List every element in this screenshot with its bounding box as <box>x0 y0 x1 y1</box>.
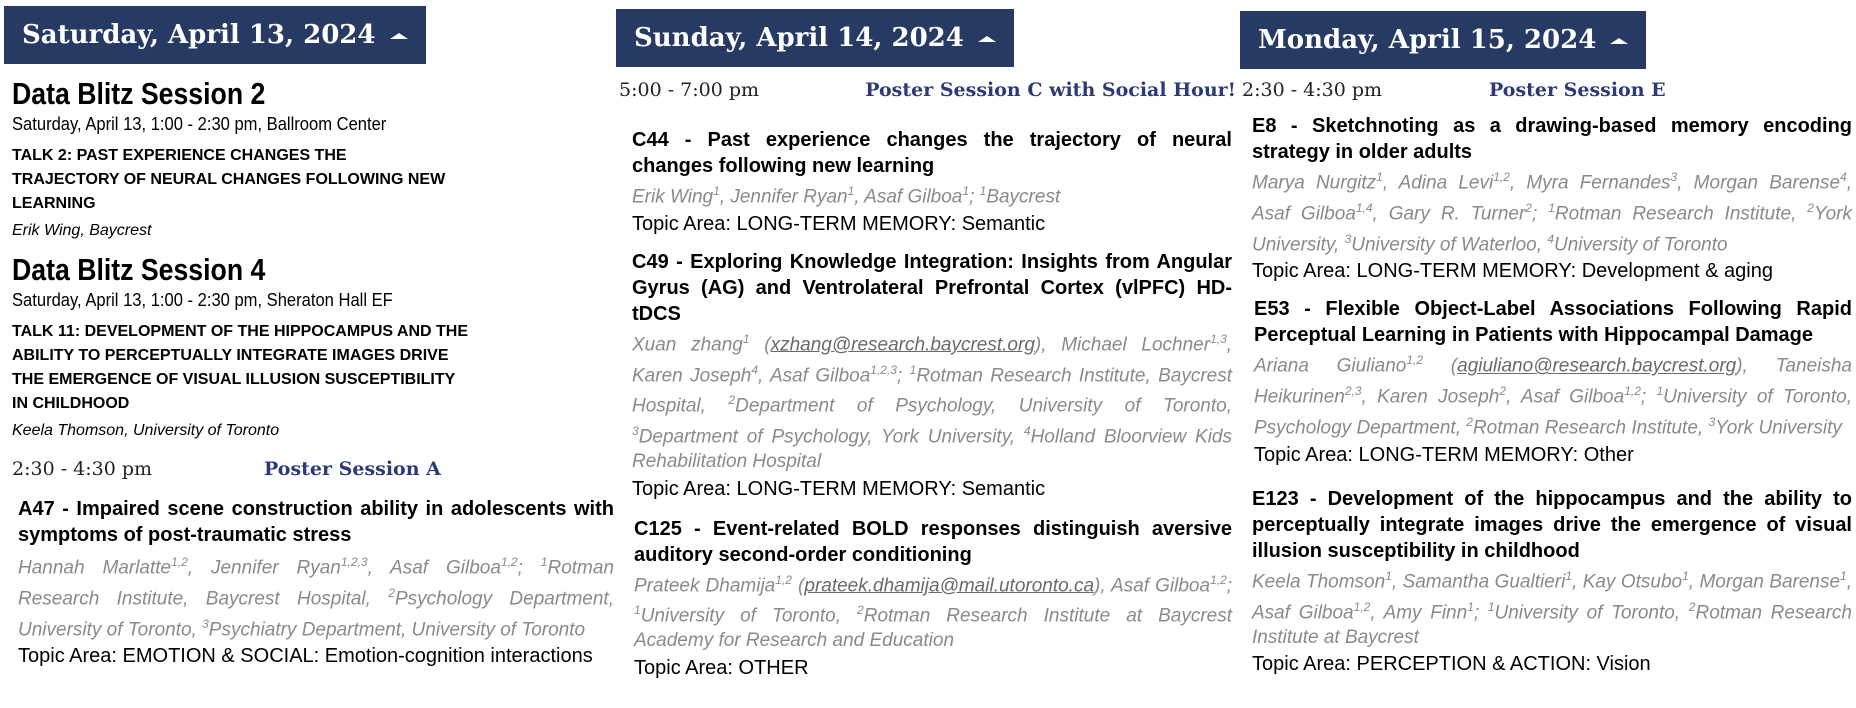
affiliation-marker: 1 <box>909 362 917 377</box>
column-saturday <box>4 0 616 669</box>
affiliation-marker: 1,2,3 <box>340 555 368 569</box>
poster-entry <box>1252 486 1852 677</box>
affiliation-marker: 1 <box>979 184 987 198</box>
affiliation-marker: 1,3 <box>1210 331 1227 346</box>
entry-title: C44 - Past experience changes the trajectory of neural changes following new learning <box>632 129 1232 177</box>
topic-value: PERCEPTION & ACTION: Vision <box>1356 653 1651 676</box>
day-tab-label: Sunday, April 14, 2024 <box>634 23 964 53</box>
affiliation-marker: 1 <box>1487 599 1495 614</box>
topic-label: Topic Area: <box>18 645 117 668</box>
affiliation-marker: 1 <box>742 331 750 346</box>
affiliation-marker: 1 <box>1840 568 1847 583</box>
affiliation-marker: 2 <box>857 603 864 618</box>
poster-entry <box>632 249 1232 502</box>
poster-session-header <box>619 79 1236 101</box>
entry-title: E123 - Development of the hippocampus and the ability to perceptually integrate images drive the emergence of visual illusion susceptibility in childhood <box>1252 487 1852 562</box>
talk-title: TALK 2: PAST EXPERIENCE CHANGES THE TRAJECTORY OF NEURAL CHANGES FOLLOWING NEW LEARNING <box>12 147 446 212</box>
poster-session-header <box>12 458 616 480</box>
topic-area <box>634 655 1232 681</box>
affiliation-marker: 1,2 <box>1624 384 1641 399</box>
email-link[interactable]: xzhang@research.baycrest.org <box>770 334 1035 356</box>
affiliation-marker: 1 <box>1656 384 1664 399</box>
session-time: 5:00 - 7:00 pm <box>619 79 760 101</box>
affiliation-marker: 3 <box>1708 415 1716 430</box>
affiliation-marker: 1 <box>1467 599 1474 614</box>
poster-session-title: Poster Session C with Social Hour! <box>865 79 1236 101</box>
affiliation-marker: 1,2 <box>1406 353 1424 368</box>
day-tab-sunday[interactable] <box>616 9 1014 67</box>
affiliation-marker: 2 <box>1688 599 1696 614</box>
poster-entry <box>634 516 1232 681</box>
entry-authors: Ariana Giuliano$^{1,2}$ (agiuliano@research.baycrest.org), Taneisha Heikurinen$^{2,3}$, Karen Joseph$^2$, Asaf Gilboa$^{1,2}$; $^1$University of Toronto, Psychology Department, $^2$Rotman Research Institute, $^3$York University <box>1254 353 1853 439</box>
poster-entry <box>18 496 614 669</box>
topic-area <box>1254 442 1852 468</box>
poster-session-header <box>1242 79 1852 101</box>
poster-entry <box>1252 113 1852 284</box>
entry-authors: Keela Thomson$^1$, Samantha Gualtieri$^1$, Kay Otsubo$^1$, Morgan Barense$^1$, Asaf Gilboa$^{1,2}$, Amy Finn$^1$; $^1$University of Toronto, $^2$Rotman Research Institute at Baycrest <box>1252 568 1853 648</box>
caret-up-icon[interactable] <box>978 36 996 42</box>
affiliation-marker: 1,2 <box>500 555 518 569</box>
affiliation-marker: 1,2 <box>171 555 188 569</box>
affiliation-marker: 2 <box>1466 415 1473 430</box>
affiliation-marker: 1 <box>540 555 548 569</box>
affiliation-marker: 4 <box>1023 424 1031 439</box>
affiliation-marker: 1 <box>1376 170 1383 184</box>
caret-up-icon[interactable] <box>390 33 408 39</box>
entry-title: A47 - Impaired scene construction ability in adolescents with symptoms of post-traumatic stress <box>18 498 614 546</box>
session-time: 2:30 - 4:30 pm <box>12 458 153 480</box>
affiliation-marker: 2 <box>1525 200 1532 215</box>
topic-value: LONG-TERM MEMORY: Semantic <box>736 212 1046 235</box>
affiliation-marker: 2 <box>1807 200 1814 215</box>
affiliation-marker: 1 <box>962 184 970 198</box>
entry-authors: Marya Nurgitz$^1$, Adina Levi$^{1,2}$, Myra Fernandes$^3$, Morgan Barense$^4$, Asaf Gilboa$^{1,4}$, Gary R. Turner$^2$; $^1$Rotman Research Institute, $^2$York University, $^3$University of Waterloo, $^4$University of Toronto <box>1252 170 1852 255</box>
topic-value: LONG-TERM MEMORY: Semantic <box>736 477 1046 500</box>
session-meta: Saturday, April 13, 1:00 - 2:30 pm, Sheraton Hall EF <box>12 290 393 310</box>
topic-value: LONG-TERM MEMORY: Other <box>1358 443 1634 466</box>
topic-value: EMOTION & SOCIAL: Emotion-cognition interactions <box>122 645 593 668</box>
poster-entry <box>1254 296 1852 467</box>
topic-label: Topic Area: <box>632 477 731 500</box>
column-monday <box>1240 0 1852 677</box>
affiliation-marker: 4 <box>1840 170 1847 184</box>
affiliation-marker: 3 <box>1670 170 1678 184</box>
affiliation-marker: 2 <box>1499 384 1507 399</box>
affiliation-marker: 3 <box>632 424 639 439</box>
topic-area <box>1252 258 1852 284</box>
poster-session-title: Poster Session E <box>1489 79 1666 101</box>
entry-title: C49 - Exploring Knowledge Integration: Insights from Angular Gyrus (AG) and Ventrolateral Prefrontal Cortex (vlPFC) HD-tDCS <box>632 250 1232 325</box>
email-link[interactable]: prateek.dhamija@mail.utoronto.ca <box>804 574 1095 596</box>
affiliation-marker: 1 <box>847 184 855 198</box>
entry-authors: Prateek Dhamija$^{1,2}$ (prateek.dhamija@mail.utoronto.ca), Asaf Gilboa$^{1,2}$; $^1$University of Toronto, $^2$Rotman Research Institute at Baycrest Academy for Research and Education <box>634 572 1233 652</box>
talk-title: TALK 11: DEVELOPMENT OF THE HIPPOCAMPUS AND THE ABILITY TO PERCEPTUALLY INTEGRATE IMAGES DRIVE THE EMERGENCE OF VISUAL ILLUSION SUSCEPTIBILITY IN CHILDHOOD <box>12 323 469 412</box>
affiliation-marker: 1,2,3 <box>870 362 897 377</box>
day-tab-label: Monday, April 15, 2024 <box>1258 25 1597 55</box>
affiliation-marker: 1,2 <box>1493 170 1510 184</box>
affiliation-marker: 3 <box>1344 231 1352 246</box>
entry-authors: Xuan zhang$^1$ (xzhang@research.baycrest.org), Michael Lochner$^{1,3}$, Karen Joseph$^4$, Asaf Gilboa$^{1,2,3}$; $^1$Rotman Research Institute, Baycrest Hospital, $^2$Department of Psychology, University of Toronto, $^3$Department of Psychology, York University, $^4$Holland Bloorview Kids Rehabilitation Hospital <box>632 331 1233 473</box>
session-title: Data Blitz Session 2 <box>12 76 266 111</box>
affiliation-marker: 1,2 <box>1210 572 1227 587</box>
affiliation-marker: 2 <box>388 585 395 600</box>
day-tab-label: Saturday, April 13, 2024 <box>22 20 376 50</box>
email-link[interactable]: agiuliano@research.baycrest.org <box>1457 355 1737 377</box>
topic-area <box>632 476 1232 502</box>
affiliation-marker: 1,2 <box>1353 599 1371 614</box>
affiliation-marker: 1 <box>1385 568 1392 583</box>
data-blitz-session <box>12 252 616 440</box>
day-tab-saturday[interactable] <box>4 6 426 64</box>
data-blitz-session <box>12 76 616 240</box>
topic-label: Topic Area: <box>634 656 733 679</box>
session-time: 2:30 - 4:30 pm <box>1242 79 1383 101</box>
affiliation-marker: 4 <box>751 362 759 377</box>
topic-label: Topic Area: <box>1252 260 1351 283</box>
entry-authors: Hannah Marlatte$^{1,2}$, Jennifer Ryan$^{1,2,3}$, Asaf Gilboa$^{1,2}$; $^1$Rotman Research Institute, Baycrest Hospital, $^2$Psychology Department, University of Toronto, $^3$Psychiatry Department, University of Toronto <box>18 555 615 640</box>
column-sunday <box>616 0 1236 681</box>
affiliation-marker: 2 <box>728 393 736 408</box>
affiliation-marker: 3 <box>202 616 209 631</box>
talk-author: Keela Thomson, University of Toronto <box>12 422 280 439</box>
affiliation-marker: 1,4 <box>1355 200 1373 215</box>
caret-up-icon[interactable] <box>1610 38 1628 44</box>
topic-label: Topic Area: <box>1252 653 1351 676</box>
entry-title: E8 - Sketchnoting as a drawing-based memory encoding strategy in older adults <box>1252 115 1852 163</box>
affiliation-marker: 1 <box>1682 568 1689 583</box>
affiliation-marker: 1,2 <box>775 572 792 587</box>
talk-author: Erik Wing, Baycrest <box>12 222 152 239</box>
session-title: Data Blitz Session 4 <box>12 252 266 287</box>
topic-label: Topic Area: <box>632 212 731 235</box>
entry-title: E53 - Flexible Object-Label Associations Following Rapid Perceptual Learning in Patients with Hippocampal Damage <box>1254 298 1852 347</box>
affiliation-marker: 2,3 <box>1344 384 1362 399</box>
topic-area <box>632 211 1232 237</box>
affiliation-marker: 1 <box>1565 568 1573 583</box>
entry-title: C125 - Event-related BOLD responses distinguish aversive auditory second-order conditioning <box>634 517 1232 566</box>
topic-area <box>18 643 614 669</box>
entry-authors: Erik Wing$^1$, Jennifer Ryan$^1$, Asaf Gilboa$^1$; $^1$Baycrest <box>632 184 1061 208</box>
topic-area <box>1252 651 1852 677</box>
affiliation-marker: 1 <box>713 184 720 198</box>
topic-value: OTHER <box>738 656 809 679</box>
affiliation-marker: 4 <box>1547 231 1554 246</box>
topic-value: LONG-TERM MEMORY: Development & aging <box>1356 260 1773 283</box>
session-meta: Saturday, April 13, 1:00 - 2:30 pm, Ballroom Center <box>12 114 387 134</box>
affiliation-marker: 1 <box>634 603 641 618</box>
topic-label: Topic Area: <box>1254 443 1353 466</box>
poster-session-title: Poster Session A <box>264 458 441 480</box>
poster-entry <box>632 127 1232 237</box>
affiliation-marker: 1 <box>1548 200 1555 215</box>
day-tab-monday[interactable] <box>1240 11 1646 69</box>
